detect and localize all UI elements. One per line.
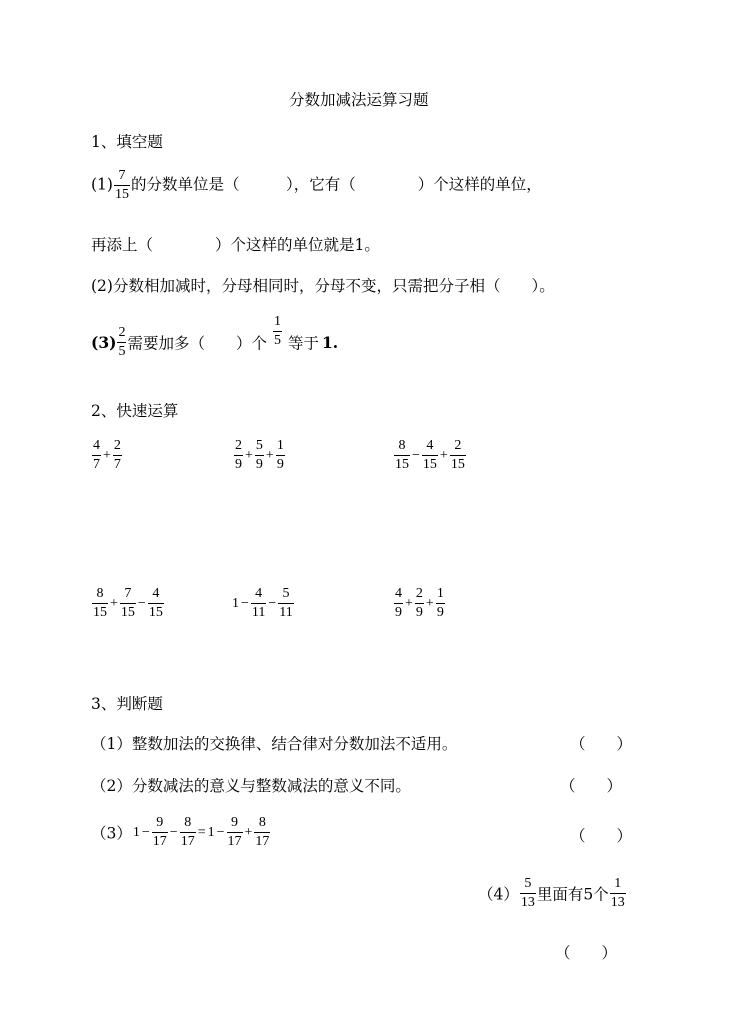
- denominator: 7: [113, 457, 121, 472]
- fraction: [255, 438, 264, 473]
- fraction: [254, 815, 270, 850]
- fraction: [450, 438, 466, 473]
- judgement-4-answer-paren: （ ）: [555, 944, 618, 962]
- judgement-2: （2）分数减法的意义与整数减法的意义不同。: [91, 777, 411, 795]
- judgement-2-answer-paren: （ ）: [560, 777, 623, 795]
- question-1-2: (2)分数相加减时，分母相同时，分母不变，只需把分子相（ ）。: [91, 277, 555, 295]
- denominator: 13: [520, 895, 535, 910]
- fraction: [278, 586, 293, 621]
- numerator: 7: [124, 586, 132, 601]
- question-1-1-prefix: (1): [91, 175, 113, 194]
- operator: +: [110, 595, 118, 611]
- section-2-heading: 2、快速运算: [91, 402, 179, 420]
- denominator: 17: [255, 834, 270, 849]
- section-1-heading: 1、填空题: [91, 133, 163, 151]
- denominator: 9: [415, 605, 423, 620]
- denominator: 9: [395, 605, 402, 620]
- fraction: [251, 586, 266, 621]
- judgement-4-text: 里面有5个: [536, 885, 609, 904]
- expression-6: [393, 586, 446, 621]
- question-1-3-prefix: (3): [91, 333, 117, 352]
- numerator: 5: [524, 876, 532, 891]
- operator: +: [103, 447, 111, 463]
- denominator: 17: [227, 834, 242, 849]
- numerator: 8: [96, 586, 104, 601]
- expression-2: [233, 438, 286, 473]
- numerator: 8: [258, 815, 266, 830]
- operator: +: [405, 595, 413, 611]
- question-1-1-text: 的分数单位是（ ），它有（ ）个这样的单位，: [130, 175, 542, 194]
- page-title: 分数加减法运算习题: [289, 91, 429, 109]
- fraction: [520, 876, 536, 911]
- numerator: 7: [118, 168, 126, 183]
- fraction: [422, 438, 438, 473]
- numerator: 2: [454, 438, 462, 453]
- question-1-3: [91, 314, 339, 360]
- judgement-3-answer-paren: （ ）: [570, 827, 633, 845]
- numerator: 1: [436, 586, 444, 601]
- numerator: 2: [118, 325, 126, 340]
- fraction: [394, 586, 403, 621]
- numerator: 1: [276, 438, 284, 453]
- denominator: 15: [120, 605, 135, 620]
- equals-sign: =: [197, 824, 206, 840]
- operator: −: [412, 447, 420, 463]
- numerator: 8: [184, 815, 192, 830]
- judgement-3: [91, 815, 271, 850]
- fraction: [92, 438, 101, 473]
- operator: +: [244, 824, 253, 840]
- numerator: 4: [255, 586, 263, 601]
- question-1-1: [91, 168, 542, 203]
- numerator: 4: [395, 586, 402, 601]
- denominator: 5: [118, 344, 126, 359]
- fraction: [394, 438, 410, 473]
- question-1-3-tail: 1.: [321, 333, 339, 352]
- operator: −: [241, 595, 249, 611]
- denominator: 7: [93, 457, 100, 472]
- fraction: [227, 815, 243, 850]
- expression-4: [91, 586, 165, 621]
- fraction: [120, 586, 136, 621]
- denominator: 13: [610, 895, 625, 910]
- operator: +: [439, 447, 448, 463]
- denominator: 9: [255, 457, 263, 472]
- fraction: [273, 314, 282, 349]
- fraction: [610, 876, 626, 911]
- judgement-4: [478, 876, 627, 911]
- denominator: 15: [114, 187, 129, 202]
- expression-1: [91, 438, 123, 473]
- numerator: 2: [235, 438, 242, 453]
- fraction: [92, 586, 108, 621]
- fraction: [114, 168, 130, 203]
- denominator: 5: [273, 333, 281, 348]
- judgement-4-label: （4）: [478, 885, 519, 904]
- section-3-heading: 3、判断题: [91, 695, 163, 713]
- operator: +: [245, 447, 253, 463]
- fraction: [113, 438, 122, 473]
- operator: −: [268, 595, 277, 611]
- numerator: 2: [113, 438, 121, 453]
- numerator: 4: [93, 438, 100, 453]
- fraction: [276, 438, 285, 473]
- fraction: [415, 586, 424, 621]
- judgement-3-label: （3）: [91, 824, 132, 843]
- operator: −: [216, 824, 225, 840]
- numerator: 9: [156, 815, 164, 830]
- denominator: 11: [279, 605, 293, 620]
- fraction: [152, 815, 168, 850]
- numerator: 2: [415, 586, 423, 601]
- operator: −: [169, 824, 178, 840]
- lead-number: 1: [132, 824, 140, 840]
- denominator: 9: [235, 457, 242, 472]
- operator: +: [425, 595, 434, 611]
- numerator: 1: [614, 876, 622, 891]
- question-1-3-text2: 等于: [287, 334, 319, 353]
- numerator: 1: [273, 314, 281, 329]
- expression-5: [231, 586, 295, 621]
- denominator: 15: [395, 457, 409, 472]
- operator: +: [265, 447, 274, 463]
- denominator: 11: [251, 605, 266, 620]
- fraction: [234, 438, 243, 473]
- judgement-1-answer-paren: （ ）: [570, 735, 633, 753]
- numerator: 8: [398, 438, 406, 453]
- operator: −: [141, 824, 150, 840]
- denominator: 17: [180, 834, 195, 849]
- lead-number: 1: [207, 824, 215, 840]
- fraction: [117, 325, 126, 360]
- denominator: 15: [422, 457, 437, 472]
- expression-3: [393, 438, 467, 473]
- numerator: 9: [231, 815, 238, 830]
- numerator: 5: [282, 586, 290, 601]
- fraction: [180, 815, 196, 850]
- denominator: 15: [148, 605, 163, 620]
- numerator: 5: [255, 438, 263, 453]
- numerator: 4: [152, 586, 160, 601]
- lead-number: 1: [232, 595, 239, 611]
- judgement-1: （1）整数加法的交换律、结合律对分数加法不适用。: [91, 735, 458, 753]
- denominator: 15: [450, 457, 465, 472]
- denominator: 9: [276, 457, 284, 472]
- question-1-3-text: 需要加多（ ）个: [127, 334, 267, 353]
- denominator: 9: [436, 605, 444, 620]
- fraction: [148, 586, 164, 621]
- denominator: 17: [152, 834, 167, 849]
- question-1-1-line2: 再添上（ ）个这样的单位就是1。: [91, 236, 380, 254]
- numerator: 4: [426, 438, 434, 453]
- fraction: [436, 586, 445, 621]
- operator: −: [137, 595, 146, 611]
- denominator: 15: [93, 605, 107, 620]
